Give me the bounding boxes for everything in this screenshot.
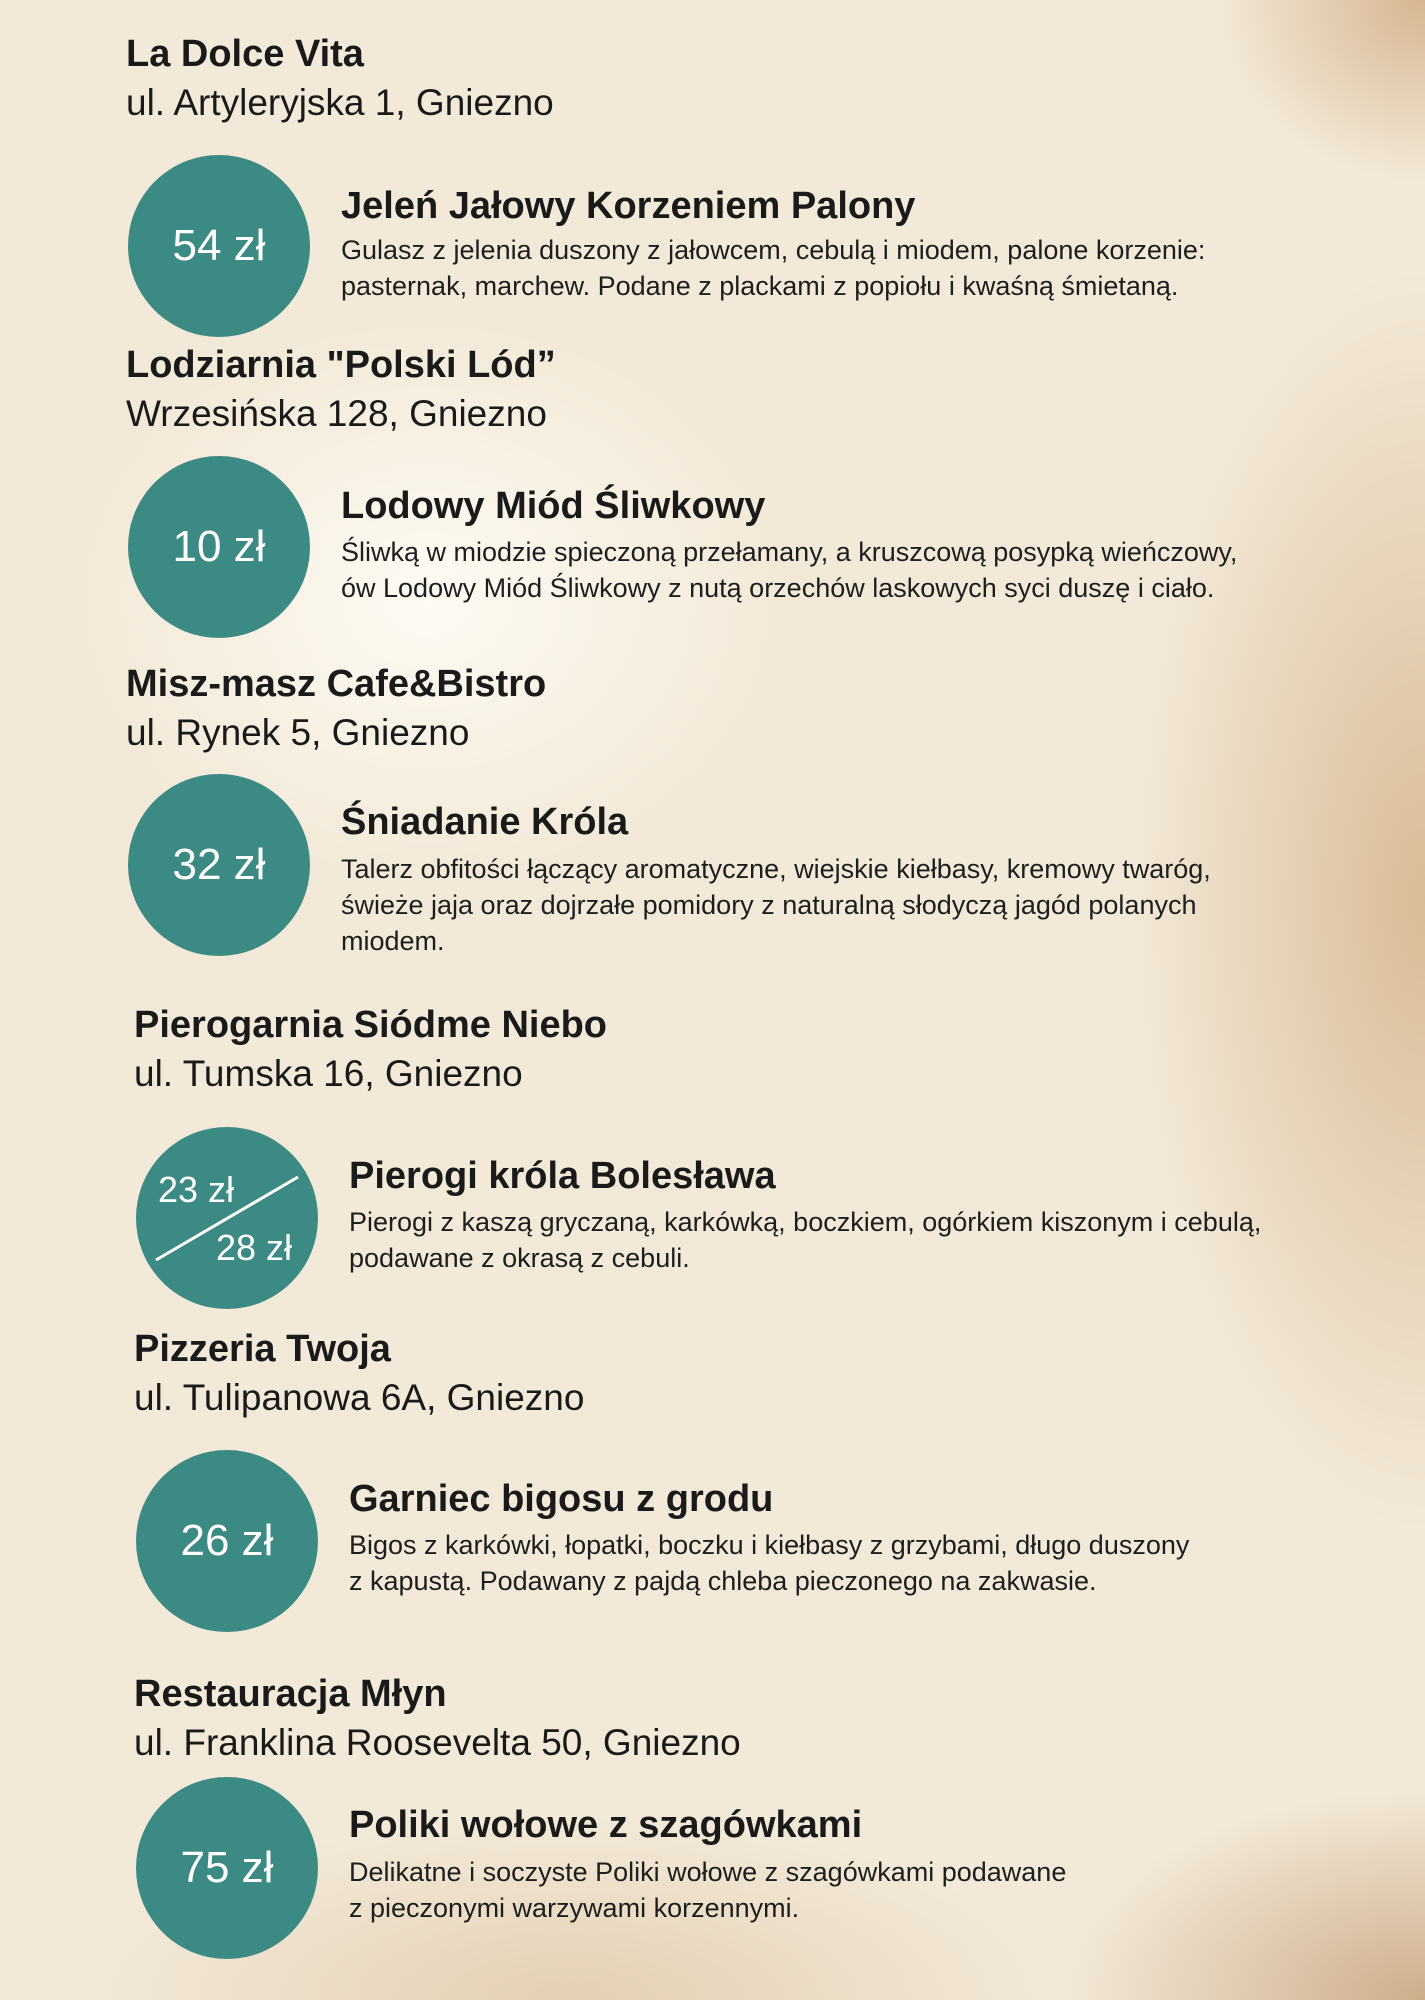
dish-description: [341, 534, 1237, 606]
venue-name: Lodziarnia "Polski Lód”: [126, 344, 556, 386]
description-line: Śliwką w miodzie spieczoną przełamany, a kruszcową posypką wieńczowy,: [341, 537, 1238, 567]
dish-name: Lodowy Miód Śliwkowy: [341, 485, 766, 527]
description-line: miodem.: [341, 926, 445, 956]
price-badge: [128, 774, 310, 956]
description-line: z pieczonymi warzywami korzennymi.: [349, 1893, 800, 1923]
description-line: ów Lodowy Miód Śliwkowy z nutą orzechów laskowych syci duszę i ciało.: [341, 573, 1215, 603]
venue-address: ul. Artyleryjska 1, Gniezno: [126, 82, 554, 123]
dish-description: [349, 1854, 1066, 1926]
price-label: 26 zł: [180, 1516, 274, 1565]
venue-name: Pizzeria Twoja: [134, 1328, 391, 1370]
price-label-bottom: 28 zł: [216, 1227, 293, 1268]
price-badge: [136, 1777, 318, 1959]
price-label: 75 zł: [180, 1843, 274, 1892]
dish-description: [349, 1204, 1261, 1276]
dish-description: [341, 232, 1205, 304]
price-badge: [128, 456, 310, 638]
dish-description: [341, 851, 1211, 959]
price-label-top: 23 zł: [158, 1169, 235, 1210]
price-label: 54 zł: [172, 221, 266, 270]
dish-name: Poliki wołowe z szagówkami: [349, 1804, 863, 1846]
description-line: Delikatne i soczyste Poliki wołowe z szagówkami podawane: [349, 1857, 1067, 1887]
description-line: Talerz obfitości łączący aromatyczne, wiejskie kiełbasy, kremowy twaróg,: [341, 854, 1211, 884]
dish-name: Garniec bigosu z grodu: [349, 1478, 774, 1520]
price-badge: [128, 155, 310, 337]
venue-address: Wrzesińska 128, Gniezno: [126, 393, 547, 434]
description-line: z kapustą. Podawany z pajdą chleba pieczonego na zakwasie.: [349, 1566, 1097, 1596]
venue-address: ul. Rynek 5, Gniezno: [126, 712, 470, 753]
venue-name: Misz-masz Cafe&Bistro: [126, 663, 547, 705]
dish-description: [349, 1527, 1189, 1599]
venue-address: ul. Tulipanowa 6A, Gniezno: [134, 1377, 585, 1418]
dish-name: Śniadanie Króla: [341, 801, 629, 843]
venue-address: ul. Franklina Roosevelta 50, Gniezno: [134, 1722, 741, 1763]
price-label: 10 zł: [172, 522, 266, 571]
dish-name: Jeleń Jałowy Korzeniem Palony: [341, 185, 916, 227]
venue-name: La Dolce Vita: [126, 33, 364, 75]
price-divider-line: [136, 1127, 318, 1309]
description-line: świeże jaja oraz dojrzałe pomidory z naturalną słodyczą jagód polanych: [341, 890, 1197, 920]
price-label: 32 zł: [172, 840, 266, 889]
description-line: Pierogi z kaszą gryczaną, karkówką, boczkiem, ogórkiem kiszonym i cebulą,: [349, 1207, 1262, 1237]
price-badge: [136, 1450, 318, 1632]
description-line: pasternak, marchew. Podane z plackami z popiołu i kwaśną śmietaną.: [341, 271, 1179, 301]
description-line: Bigos z karkówki, łopatki, boczku i kiełbasy z grzybami, długo duszony: [349, 1530, 1190, 1560]
description-line: podawane z okrasą z cebuli.: [349, 1243, 690, 1273]
description-line: Gulasz z jelenia duszony z jałowcem, cebulą i miodem, palone korzenie:: [341, 235, 1206, 265]
price-badge-split: [136, 1127, 318, 1309]
dish-name: Pierogi króla Bolesława: [349, 1155, 776, 1197]
venue-address: ul. Tumska 16, Gniezno: [134, 1053, 523, 1094]
venue-name: Restauracja Młyn: [134, 1673, 447, 1715]
venue-name: Pierogarnia Siódme Niebo: [134, 1004, 607, 1046]
